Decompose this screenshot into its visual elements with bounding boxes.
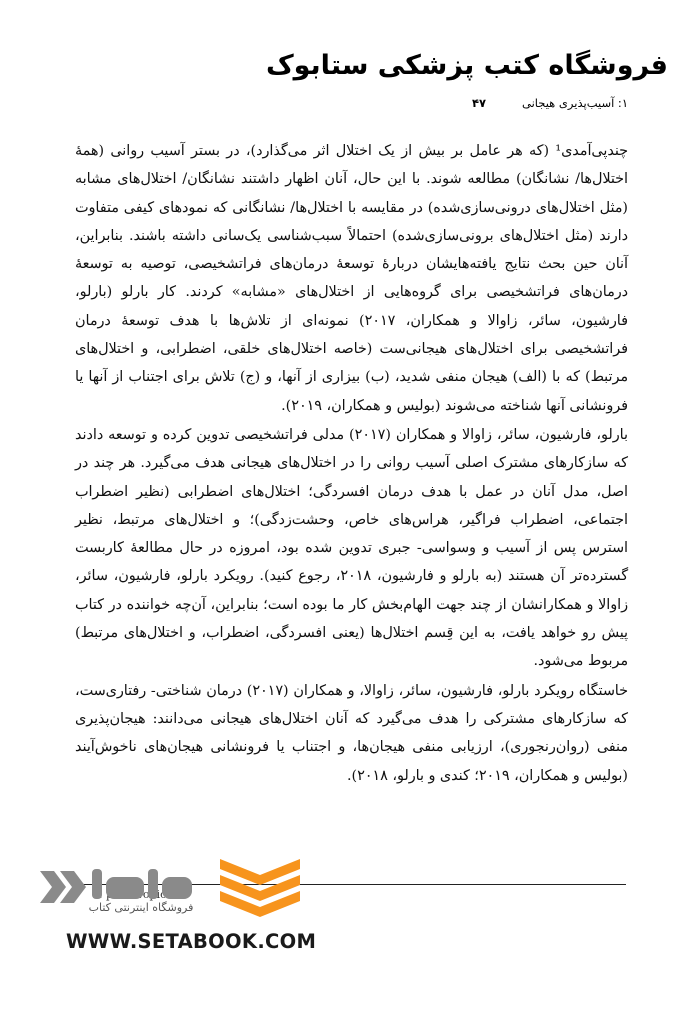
site-url: WWW.SETABOOK.COM: [66, 930, 317, 953]
body-text: [75, 137, 628, 790]
logotype-mark: [92, 869, 192, 899]
chevrons-icon: [40, 871, 86, 903]
paragraph-1: چندپی‌آمدی¹ (که هر عامل بر بیش از یک اختلال اثر می‌گذارد)، در بستر آسیب روانی (همهٔ اختلال‌ها/ نشانگان) مطالعه شوند. با این حال، آنان اظهار داشتند نشانگان/ اختلال‌های مشابه (مثل اختلال‌های درونی‌سازی‌شده) در مقایسه با اختلال‌ها/ نشانگانی که نمودهای کیفی متفاوت دارند (مثل اختلال‌های برونی‌سازی‌شده) احتمالاً سبب‌شناسی یک‌سانی داشته باشند. بنابراین، آنان حین بحث نتایج یافته‌هایشان دربارهٔ توسعهٔ درمان‌های فراتشخیصی، توصیه به توسعهٔ درمان‌های فراتشخیصی برای گروه‌هایی از اختلال‌های «مشابه» کردند. کار بارلو (بارلو، فارشیون، سائر، زاوالا و همکاران، ۲۰۱۷) نمونه‌ای از تلاش‌ها با هدف توسعهٔ درمان فراتشخیصی برای اختلال‌های هیجانی‌ست (خاصه اختلال‌های خلقی، اضطرابی، و اختلال‌های مرتبط) که با (الف) هیجان منفی شدید، (ب) بیزاری از آنها، و (ج) تلاش برای اجتناب از آنها یا فرونشانی آنها شناخته می‌شوند (بولیس و همکاران، ۲۰۱۹).: [75, 143, 628, 414]
store-title: فروشگاه کتب پزشکی ستابوک: [265, 50, 668, 81]
paragraph-3: خاستگاه رویکرد بارلو، فارشیون، سائر، زاوالا، و همکاران (۲۰۱۷) درمان شناختی- رفتاری‌ست، که سازکارهای مشترکی را هدف می‌گیرد که آنان اختلال‌های هیجانی می‌دانند: هیجان‌پذیری منفی (روان‌رنجوری)، ارزیابی منفی هیجان‌ها، و اجتناب یا فرونشانی هیجان‌های ناخوش‌آیند (بولیس و همکاران، ۲۰۱۹؛ کندی و بارلو، ۲۰۱۸).: [75, 682, 628, 784]
chapter-title: ۱: آسیب‌پذیری هیجانی: [522, 96, 628, 110]
book-stack-icon: [220, 859, 300, 917]
paragraph-2: بارلو، فارشیون، سائر، زاوالا و همکاران (۲۰۱۷) مدلی فراتشخیصی تدوین کرده و توسعه دادند که سازکارهای مشترک اصلی آسیب روانی را در اختلال‌های هیجانی هدف می‌گیرد. هر چند در اصل، مدل آنان در عمل با هدف درمان افسردگی؛ اختلال‌های اضطرابی (نظیر اضطراب اجتماعی، اضطراب فراگیر، هراس‌های خاص، وحشت‌زدگی)؛ و اختلال‌های مرتبط، نظیر استرس پس از آسیب و وسواسی- جبری تدوین شده بود، امروزه در حال مطالعهٔ کاربست گسترده‌تر آن هستند (به بارلو و فارشیون، ۲۰۱۸، رجوع کنید). رویکرد بارلو، فارشیون، سائر، زاوالا و همکارانشان از چند جهت الهام‌بخش کار ما بوده است؛ بنابراین، آن‌چه خواننده در کتاب پیش رو خواهد یافت، به این قِسم اختلال‌ها (یعنی افسردگی، اضطراب، و اختلال‌های مرتبط) مربوط می‌شود.: [75, 426, 628, 670]
setabook-logo: [40, 853, 300, 931]
running-head: [68, 96, 628, 110]
logo-caption: فروشگاه اینترنتی کتاب: [88, 901, 194, 914]
page-number: ۴۷: [471, 96, 486, 110]
